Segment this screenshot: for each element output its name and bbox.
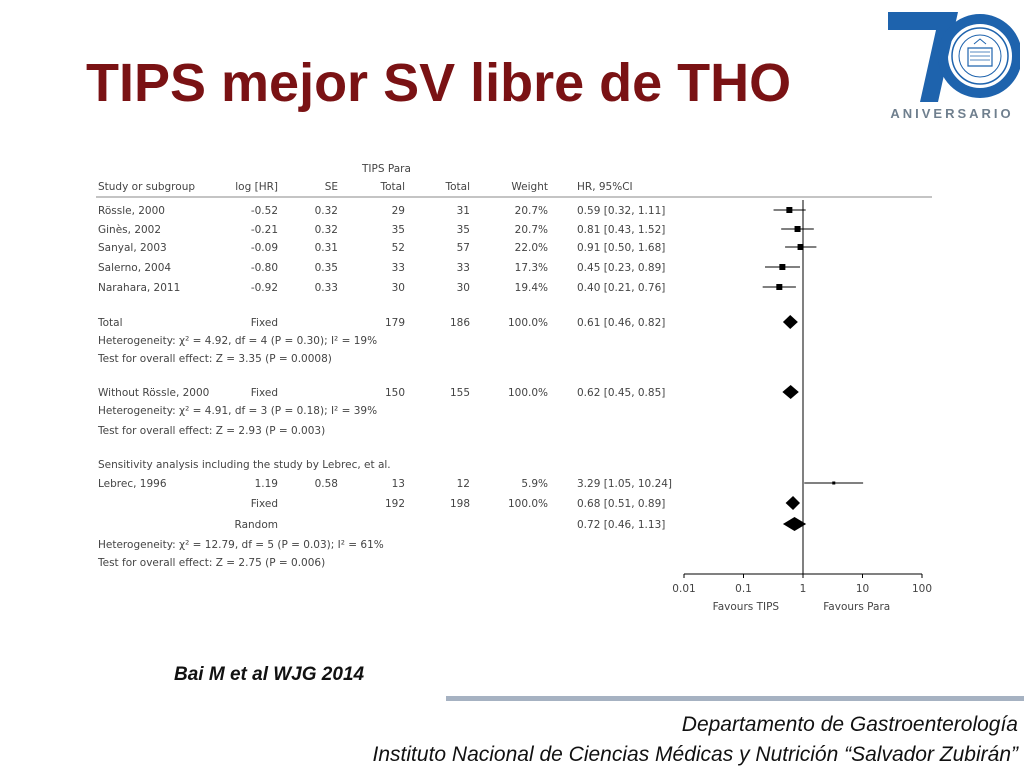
row-model: Fixed [250,498,278,510]
row-label: Without Rössle, 2000 [98,387,210,399]
department-name: Departamento de Gastroenterología [681,713,1018,736]
row-total-tips: 29 [391,205,405,217]
row-weight: 100.0% [507,498,548,510]
x-tick-label: 0.1 [735,583,752,595]
row-total-para: 30 [456,282,470,294]
row-label: Rössle, 2000 [98,205,165,217]
row-total-para: 186 [449,317,470,329]
row-se: 0.32 [314,224,338,236]
row-model: Random [234,519,278,531]
row-weight: 20.7% [514,205,548,217]
row-total-para: 31 [456,205,470,217]
slide-title: TIPS mejor SV libre de THO [86,53,792,113]
row-loghr: -0.92 [250,282,278,294]
row-hr-ci: 0.68 [0.51, 0.89] [577,498,666,510]
row-hr-ci: 3.29 [1.05, 10.24] [577,478,673,490]
row-loghr: -0.09 [250,242,278,254]
row-label: Sanyal, 2003 [98,242,167,254]
row-total-tips: 179 [384,317,405,329]
row-note: Heterogeneity: χ² = 12.79, df = 5 (P = 0.03); I² = 61% [98,539,384,551]
row-total-para: 198 [449,498,470,510]
row-total-para: 33 [456,262,470,274]
row-total-para: 57 [456,242,470,254]
row-label: Total [98,317,123,329]
x-tick-label: 0.01 [672,583,696,595]
point-estimate-square [795,226,801,232]
seventy-emblem-icon [884,6,1020,106]
row-se: 0.58 [314,478,338,490]
row-total-para: 12 [456,478,470,490]
pooled-diamond [783,315,798,329]
row-label: Lebrec, 1996 [98,478,167,490]
row-se: 0.35 [314,262,338,274]
row-note: Sensitivity analysis including the study by Lebrec, et al. [98,459,391,471]
forest-plot [90,150,950,610]
row-total-para: 155 [449,387,470,399]
row-weight: 100.0% [507,317,548,329]
row-loghr: 1.19 [254,478,278,490]
row-loghr: -0.21 [250,224,278,236]
point-estimate-square [832,482,835,485]
row-model: Fixed [250,387,278,399]
row-loghr: -0.80 [250,262,278,274]
row-total-tips: 13 [391,478,405,490]
row-hr-ci: 0.45 [0.23, 0.89] [577,262,666,274]
x-tick-label: 100 [911,583,933,595]
row-weight: 22.0% [514,242,548,254]
column-header: log [HR] [235,181,278,193]
favours-right-label: Favours Para [823,601,891,610]
row-total-tips: 150 [384,387,405,399]
row-total-tips: 52 [391,242,405,254]
citation: Bai M et al WJG 2014 [174,664,365,685]
row-label: Ginès, 2002 [98,224,162,236]
row-weight: 5.9% [521,478,548,490]
point-estimate-square [776,284,782,290]
pooled-diamond [782,385,798,399]
row-note: Test for overall effect: Z = 2.75 (P = 0.006) [98,557,326,569]
row-note: Test for overall effect: Z = 3.35 (P = 0.0008) [98,353,332,365]
row-loghr: -0.52 [250,205,278,217]
row-se: 0.31 [314,242,338,254]
footer [373,710,1018,770]
row-note: Test for overall effect: Z = 2.93 (P = 0.003) [98,425,326,437]
row-total-tips: 33 [391,262,405,274]
column-header: Study or subgroup [98,181,196,193]
row-weight: 19.4% [514,282,548,294]
row-total-tips: 192 [384,498,405,510]
x-tick-label: 1 [799,583,807,595]
row-hr-ci: 0.59 [0.32, 1.11] [577,205,666,217]
favours-left-label: Favours TIPS [712,601,780,610]
row-hr-ci: 0.81 [0.43, 1.52] [577,224,666,236]
row-total-tips: 30 [391,282,405,294]
row-total-para: 35 [456,224,470,236]
point-estimate-square [779,264,785,270]
row-hr-ci: 0.72 [0.46, 1.13] [577,519,666,531]
column-header: SE [324,181,338,193]
point-estimate-square [786,207,792,213]
row-label: Salerno, 2004 [98,262,172,274]
row-weight: 20.7% [514,224,548,236]
row-weight: 100.0% [507,387,548,399]
column-header: Total [445,181,470,193]
pooled-diamond [786,496,800,510]
footer-divider [446,696,1024,701]
row-total-tips: 35 [391,224,405,236]
row-hr-ci: 0.62 [0.45, 0.85] [577,387,666,399]
logo-caption: ANIVERSARIO [890,106,1014,121]
row-model: Fixed [250,317,278,329]
column-header: Total [380,181,405,193]
row-note: Heterogeneity: χ² = 4.91, df = 3 (P = 0.18); I² = 39% [98,405,378,417]
row-note: Heterogeneity: χ² = 4.92, df = 4 (P = 0.30); I² = 19% [98,335,378,347]
row-label: Narahara, 2011 [98,282,181,294]
column-group-header: TIPS Para [362,163,411,175]
anniversary-logo [884,6,1020,124]
row-se: 0.33 [314,282,338,294]
row-weight: 17.3% [514,262,548,274]
institute-name: Instituto Nacional de Ciencias Médicas y Nutrición “Salvador Zubirán” [372,743,1018,766]
row-hr-ci: 0.91 [0.50, 1.68] [577,242,666,254]
row-hr-ci: 0.61 [0.46, 0.82] [577,317,666,329]
x-tick-label: 10 [855,583,870,595]
column-header: Weight [511,181,548,193]
row-se: 0.32 [314,205,338,217]
row-hr-ci: 0.40 [0.21, 0.76] [577,282,666,294]
column-header: HR, 95%CI [577,181,633,193]
